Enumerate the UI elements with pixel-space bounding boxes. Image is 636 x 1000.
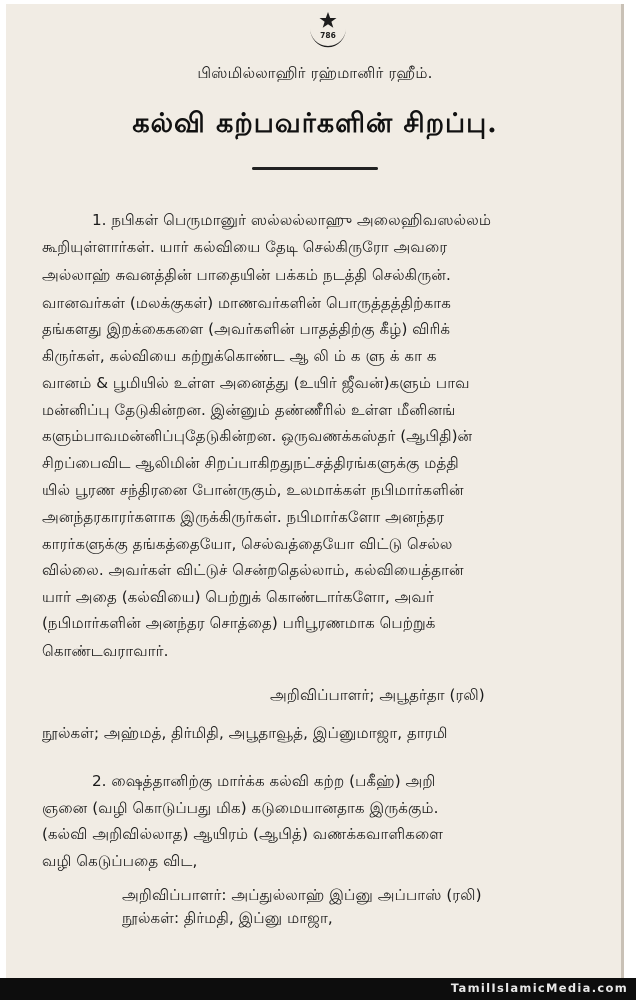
- footer-bar: [0, 978, 636, 1000]
- text-line: வில்லை. அவர்கள் விட்டுச் சென்றதெல்லாம், கல்வியைத்தான்: [42, 561, 464, 579]
- crescent-star-icon: [302, 8, 354, 52]
- sources-line: நூல்கள்: திர்மதி, இப்னு மாஜா,: [122, 909, 333, 927]
- text-line: கிருர்கள், கல்வியை கற்றுக்கொண்ட ஆ லி ம் க ளு க் கா க: [42, 347, 437, 365]
- text-line: (நபிமார்களின் அனந்தர சொத்தை) பரிபூரணமாக பெற்றுக்: [42, 614, 436, 632]
- emblem-number: 786: [320, 31, 336, 40]
- watermark-text: TamilIslamicMedia.com: [450, 981, 628, 995]
- text-line: அல்லாஹ் சுவனத்தின் பாதையின் பக்கம் நடத்தி செல்கிருன்.: [42, 266, 451, 284]
- text-line: தங்களது இறக்கைகளை (அவர்களின் பாதத்திற்கு கீழ்) விரிக்: [42, 320, 451, 338]
- text-line: யில் பூரண சந்திரனை போன்ருகும், உலமாக்கள் நபிமார்களின்: [42, 481, 464, 499]
- document-page: [6, 4, 624, 978]
- sources-line: நூல்கள்; அஹ்மத், திர்மிதி, அபூதாவூத், இப்னுமாஜா, தாரமி: [42, 724, 448, 742]
- text-line: அனந்தரகாரர்களாக இருக்கிருர்கள். நபிமார்களோ அனந்தர: [42, 508, 445, 526]
- narrator-line: அறிவிப்பாளர்: அப்துல்லாஹ் இப்னு அப்பாஸ் (ரலி): [122, 886, 482, 904]
- text-line: வானம் & பூமியில் உள்ள அனைத்து (உயிர் ஜீவன்)களும் பாவ: [42, 374, 470, 392]
- text-line: வானவர்கள் (மலக்குகள்) மாணவர்களின் பொருத்தத்திற்காக: [42, 294, 451, 312]
- text-line: யார் அதை (கல்வியை) பெற்றுக் கொண்டார்களோ, அவர்: [42, 588, 434, 606]
- page-title: கல்வி கற்பவர்களின் சிறப்பு.: [132, 108, 498, 139]
- narrator-line: அறிவிப்பாளர்; அபூதர்தா (ரலி): [270, 686, 485, 704]
- text-line: களும்பாவமன்னிப்புதேடுகின்றன. ஒருவணக்கஸ்தர் (ஆபிதி)ன்: [42, 427, 473, 445]
- text-line: கூறியுள்ளார்கள். யார் கல்வியை தேடி செல்கிருரோ அவரை: [42, 238, 448, 256]
- text-line: ஞனை (வழி கொடுப்பது மிக) கடுமையானதாக இருக்கும்.: [42, 799, 439, 817]
- title-divider: [252, 167, 378, 170]
- text-line: வழி கெடுப்பதை விட,: [42, 852, 198, 870]
- bismillah-line: பிஸ்மில்லாஹிர் ரஹ்மானிர் ரஹீம்.: [197, 64, 433, 82]
- text-line: 1. நபிகள் பெருமானுர் ஸல்லல்லாஹு அலைஹிவஸல்லம்: [92, 211, 492, 229]
- text-line: (கல்வி அறிவில்லாத) ஆயிரம் (ஆபித்) வணக்கவாளிகளை: [42, 825, 444, 843]
- text-line: கொண்டவராவார்.: [42, 642, 169, 660]
- text-line: 2. ஷைத்தானிற்கு மார்க்க கல்வி கற்ற (பகீஹ்) அறி: [92, 772, 436, 790]
- text-line: மன்னிப்பு தேடுகின்றன. இன்னும் தண்ணீரில் உள்ள மீனினங்: [42, 401, 456, 419]
- text-line: காரர்களுக்கு தங்கத்தையோ, செல்வத்தையோ விட்டு செல்ல: [42, 535, 453, 553]
- text-line: சிறப்பைவிட ஆலிமின் சிறப்பாகிறதுநட்சத்திரங்களுக்கு மத்தி: [42, 454, 459, 472]
